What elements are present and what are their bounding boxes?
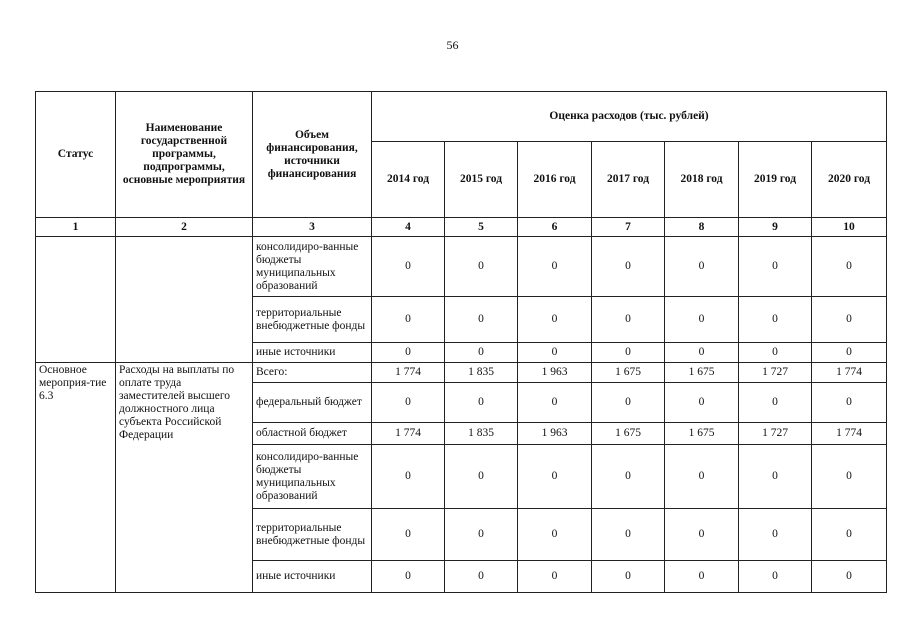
value-cell: 0 [665, 383, 739, 423]
source-cell: территориальные внебюджетные фонды [253, 297, 372, 343]
value-cell: 0 [812, 509, 887, 561]
value-cell: 0 [665, 561, 739, 593]
header-funding-volume: Объем финансирования, источники финансирования [253, 92, 372, 218]
value-cell: 0 [739, 343, 812, 363]
value-cell: 0 [739, 383, 812, 423]
value-cell: 0 [812, 561, 887, 593]
column-number: 4 [372, 218, 445, 237]
column-number: 10 [812, 218, 887, 237]
value-cell: 0 [592, 445, 665, 509]
value-cell: 0 [518, 509, 592, 561]
source-cell: территориальные внебюджетные фонды [253, 509, 372, 561]
value-cell: 0 [518, 561, 592, 593]
value-cell: 0 [445, 445, 518, 509]
value-cell: 0 [445, 237, 518, 297]
source-cell: Всего: [253, 363, 372, 383]
value-cell: 0 [812, 343, 887, 363]
header-year: 2018 год [665, 142, 739, 218]
header-year: 2015 год [445, 142, 518, 218]
value-cell: 0 [665, 343, 739, 363]
value-cell: 0 [739, 445, 812, 509]
value-cell: 1 963 [518, 423, 592, 445]
value-cell: 0 [372, 561, 445, 593]
value-cell: 0 [445, 561, 518, 593]
value-cell: 0 [518, 343, 592, 363]
value-cell: 0 [665, 237, 739, 297]
source-cell: иные источники [253, 561, 372, 593]
value-cell: 0 [445, 297, 518, 343]
page-number: 56 [446, 38, 459, 52]
value-cell: 1 963 [518, 363, 592, 383]
source-cell: консолидиро-ванные бюджеты муниципальных образований [253, 445, 372, 509]
column-number: 1 [36, 218, 116, 237]
value-cell: 1 774 [372, 423, 445, 445]
column-number: 3 [253, 218, 372, 237]
header-year: 2020 год [812, 142, 887, 218]
column-number: 5 [445, 218, 518, 237]
value-cell: 0 [592, 237, 665, 297]
table-row [36, 237, 887, 297]
value-cell: 0 [372, 445, 445, 509]
value-cell: 0 [518, 445, 592, 509]
value-cell: 0 [372, 343, 445, 363]
value-cell: 1 727 [739, 423, 812, 445]
value-cell: 0 [812, 445, 887, 509]
value-cell: 0 [518, 383, 592, 423]
value-cell: 0 [739, 297, 812, 343]
value-cell: 0 [739, 561, 812, 593]
value-cell: 0 [812, 237, 887, 297]
value-cell: 0 [518, 297, 592, 343]
source-cell: федеральный бюджет [253, 383, 372, 423]
value-cell: 1 675 [665, 363, 739, 383]
value-cell: 0 [739, 509, 812, 561]
column-number: 9 [739, 218, 812, 237]
value-cell: 0 [372, 383, 445, 423]
value-cell: 0 [372, 237, 445, 297]
header-year: 2019 год [739, 142, 812, 218]
header-year: 2014 год [372, 142, 445, 218]
value-cell: 0 [812, 297, 887, 343]
value-cell: 1 774 [372, 363, 445, 383]
value-cell: 1 675 [592, 423, 665, 445]
column-number-row [36, 218, 887, 237]
header-status: Статус [36, 92, 116, 218]
column-number: 6 [518, 218, 592, 237]
status-cell-empty [36, 237, 116, 363]
value-cell: 0 [665, 297, 739, 343]
header-year: 2016 год [518, 142, 592, 218]
value-cell: 0 [592, 509, 665, 561]
budget-table [35, 91, 887, 593]
value-cell: 0 [592, 561, 665, 593]
value-cell: 1 774 [812, 363, 887, 383]
value-cell: 1 727 [739, 363, 812, 383]
value-cell: 0 [372, 297, 445, 343]
value-cell: 0 [445, 343, 518, 363]
column-number: 8 [665, 218, 739, 237]
value-cell: 1 835 [445, 363, 518, 383]
column-number: 2 [116, 218, 253, 237]
value-cell: 0 [665, 445, 739, 509]
value-cell: 1 675 [592, 363, 665, 383]
value-cell: 1 675 [665, 423, 739, 445]
header-year: 2017 год [592, 142, 665, 218]
source-cell: консолидиро-ванные бюджеты муниципальных образований [253, 237, 372, 297]
value-cell: 0 [812, 383, 887, 423]
program-name-cell: Расходы на выплаты по оплате труда заместителей высшего должностного лица субъекта Российской Федерации [116, 363, 253, 593]
status-cell: Основное мероприя-тие 6.3 [36, 363, 116, 593]
header-row-top [36, 92, 887, 142]
table-row [36, 363, 887, 383]
value-cell: 0 [592, 297, 665, 343]
header-estimate: Оценка расходов (тыс. рублей) [372, 92, 887, 142]
value-cell: 0 [592, 343, 665, 363]
value-cell: 1 774 [812, 423, 887, 445]
header-program-name: Наименование государственной программы, подпрограммы, основные мероприятия [116, 92, 253, 218]
program-name-cell-empty [116, 237, 253, 363]
source-cell: областной бюджет [253, 423, 372, 445]
value-cell: 0 [372, 509, 445, 561]
value-cell: 1 835 [445, 423, 518, 445]
value-cell: 0 [665, 509, 739, 561]
value-cell: 0 [518, 237, 592, 297]
column-number: 7 [592, 218, 665, 237]
source-cell: иные источники [253, 343, 372, 363]
value-cell: 0 [739, 237, 812, 297]
value-cell: 0 [445, 509, 518, 561]
value-cell: 0 [592, 383, 665, 423]
value-cell: 0 [445, 383, 518, 423]
